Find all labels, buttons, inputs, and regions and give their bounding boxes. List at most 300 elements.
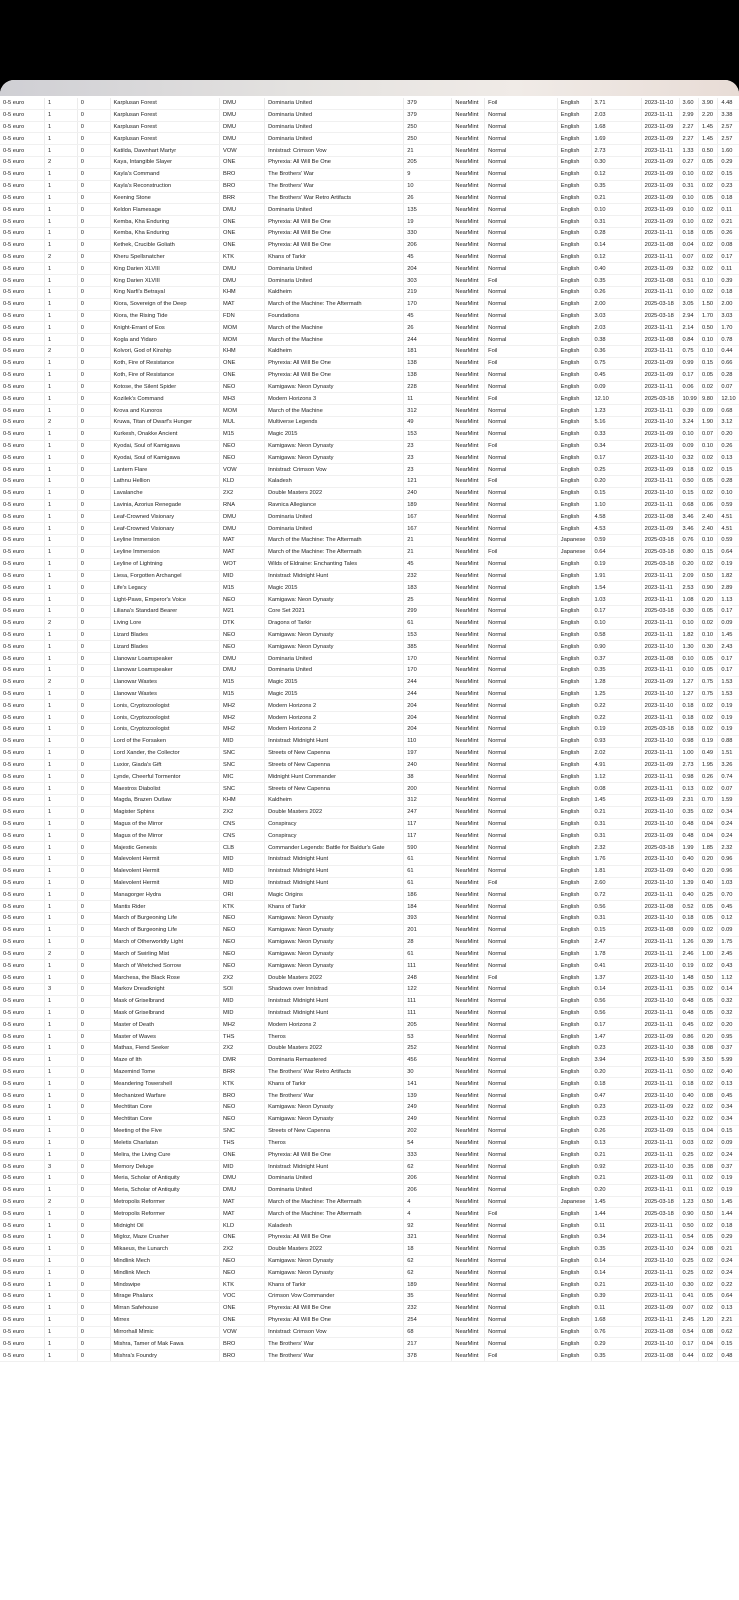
cell-high[interactable]: 0.26 bbox=[718, 440, 739, 452]
cell-low[interactable]: 0.02 bbox=[698, 783, 717, 795]
cell-card-name[interactable]: Liliana's Standard Bearer bbox=[110, 605, 220, 617]
cell-high[interactable]: 0.70 bbox=[718, 889, 739, 901]
cell-price-range[interactable]: 0-5 euro bbox=[0, 1019, 45, 1031]
cell-reserved[interactable]: 0 bbox=[77, 558, 110, 570]
cell-condition[interactable]: NearMint bbox=[452, 570, 485, 582]
cell-price[interactable]: 1.47 bbox=[591, 1031, 641, 1043]
table-row[interactable] bbox=[0, 180, 739, 192]
cell-date[interactable]: 2023-11-10 bbox=[641, 1054, 679, 1066]
cell-set-name[interactable]: Modern Horizons 2 bbox=[265, 700, 404, 712]
cell-card-name[interactable]: Mazemind Tome bbox=[110, 1066, 220, 1078]
table-row[interactable] bbox=[0, 1232, 739, 1244]
cell-low[interactable]: 2.20 bbox=[698, 109, 717, 121]
cell-finish[interactable]: Normal bbox=[485, 499, 558, 511]
cell-finish[interactable]: Normal bbox=[485, 665, 558, 677]
table-row[interactable] bbox=[0, 251, 739, 263]
cell-trend[interactable]: 0.03 bbox=[679, 1137, 698, 1149]
cell-reserved[interactable]: 0 bbox=[77, 121, 110, 133]
cell-language[interactable]: English bbox=[557, 1232, 591, 1244]
cell-price[interactable]: 0.09 bbox=[591, 381, 641, 393]
cell-date[interactable]: 2023-11-10 bbox=[641, 1279, 679, 1291]
cell-language[interactable]: English bbox=[557, 227, 591, 239]
cell-language[interactable]: English bbox=[557, 346, 591, 358]
cell-low[interactable]: 0.05 bbox=[698, 901, 717, 913]
cell-reserved[interactable]: 0 bbox=[77, 913, 110, 925]
cell-price[interactable]: 0.28 bbox=[591, 227, 641, 239]
cell-condition[interactable]: NearMint bbox=[452, 546, 485, 558]
table-row[interactable] bbox=[0, 287, 739, 299]
cell-date[interactable]: 2023-11-11 bbox=[641, 712, 679, 724]
cell-language[interactable]: English bbox=[557, 948, 591, 960]
cell-low[interactable]: 1.90 bbox=[698, 416, 717, 428]
cell-finish[interactable]: Normal bbox=[485, 617, 558, 629]
cell-card-name[interactable]: Lord of the Forsaken bbox=[110, 735, 220, 747]
cell-high[interactable]: 0.32 bbox=[718, 1007, 739, 1019]
cell-reserved[interactable]: 0 bbox=[77, 487, 110, 499]
cell-collector-number[interactable]: 153 bbox=[404, 629, 452, 641]
cell-collector-number[interactable]: 240 bbox=[404, 487, 452, 499]
cell-price[interactable]: 0.23 bbox=[591, 1102, 641, 1114]
table-row[interactable] bbox=[0, 936, 739, 948]
cell-finish[interactable]: Normal bbox=[485, 322, 558, 334]
cell-set-code[interactable]: SNC bbox=[220, 783, 265, 795]
cell-set-code[interactable]: DMU bbox=[220, 275, 265, 287]
cell-card-name[interactable]: Lynde, Cheerful Tormentor bbox=[110, 771, 220, 783]
cell-collector-number[interactable]: 378 bbox=[404, 1350, 452, 1362]
cell-finish[interactable]: Foil bbox=[485, 440, 558, 452]
table-row[interactable] bbox=[0, 759, 739, 771]
cell-price-range[interactable]: 0-5 euro bbox=[0, 1149, 45, 1161]
cell-low[interactable]: 0.02 bbox=[698, 1113, 717, 1125]
cell-finish[interactable]: Normal bbox=[485, 1007, 558, 1019]
cell-price-range[interactable]: 0-5 euro bbox=[0, 724, 45, 736]
cell-price-range[interactable]: 0-5 euro bbox=[0, 629, 45, 641]
cell-reserved[interactable]: 0 bbox=[77, 1031, 110, 1043]
cell-low[interactable]: 0.10 bbox=[698, 346, 717, 358]
cell-card-name[interactable]: Kaya, Intangible Slayer bbox=[110, 157, 220, 169]
cell-price[interactable]: 3.94 bbox=[591, 1054, 641, 1066]
cell-price[interactable]: 0.35 bbox=[591, 275, 641, 287]
cell-quantity[interactable]: 1 bbox=[45, 901, 78, 913]
cell-reserved[interactable]: 0 bbox=[77, 1267, 110, 1279]
cell-card-name[interactable]: Kethek, Crucible Goliath bbox=[110, 239, 220, 251]
cell-card-name[interactable]: Leaf-Crowned Visionary bbox=[110, 511, 220, 523]
cell-low[interactable]: 0.08 bbox=[698, 1243, 717, 1255]
cell-reserved[interactable]: 0 bbox=[77, 842, 110, 854]
cell-card-name[interactable]: King Darien XLVIII bbox=[110, 275, 220, 287]
cell-reserved[interactable]: 0 bbox=[77, 759, 110, 771]
cell-card-name[interactable]: Kayla's Reconstruction bbox=[110, 180, 220, 192]
cell-high[interactable]: 0.12 bbox=[718, 913, 739, 925]
cell-quantity[interactable]: 1 bbox=[45, 1291, 78, 1303]
cell-price-range[interactable]: 0-5 euro bbox=[0, 1043, 45, 1055]
table-row[interactable] bbox=[0, 794, 739, 806]
cell-date[interactable]: 2023-11-10 bbox=[641, 818, 679, 830]
table-row[interactable] bbox=[0, 700, 739, 712]
cell-date[interactable]: 2023-11-11 bbox=[641, 145, 679, 157]
cell-set-code[interactable]: NEO bbox=[220, 913, 265, 925]
cell-low[interactable]: 0.02 bbox=[698, 1149, 717, 1161]
cell-condition[interactable]: NearMint bbox=[452, 936, 485, 948]
cell-card-name[interactable]: Magda, Brazen Outlaw bbox=[110, 794, 220, 806]
cell-reserved[interactable]: 0 bbox=[77, 1149, 110, 1161]
table-row[interactable] bbox=[0, 263, 739, 275]
cell-high[interactable]: 2.45 bbox=[718, 948, 739, 960]
cell-set-code[interactable]: ONE bbox=[220, 227, 265, 239]
cell-finish[interactable]: Normal bbox=[485, 1090, 558, 1102]
cell-date[interactable]: 2023-11-11 bbox=[641, 322, 679, 334]
cell-date[interactable]: 2023-11-09 bbox=[641, 1125, 679, 1137]
cell-set-code[interactable]: KLD bbox=[220, 1220, 265, 1232]
cell-finish[interactable]: Normal bbox=[485, 1243, 558, 1255]
cell-finish[interactable]: Normal bbox=[485, 1291, 558, 1303]
cell-card-name[interactable]: Leyline Immersion bbox=[110, 535, 220, 547]
cell-set-name[interactable]: Dominaria United bbox=[265, 121, 404, 133]
cell-quantity[interactable]: 1 bbox=[45, 629, 78, 641]
cell-card-name[interactable]: Lizard Blades bbox=[110, 641, 220, 653]
cell-finish[interactable]: Normal bbox=[485, 783, 558, 795]
cell-set-name[interactable]: The Brothers' War Retro Artifacts bbox=[265, 1066, 404, 1078]
table-row[interactable] bbox=[0, 724, 739, 736]
cell-trend[interactable]: 0.38 bbox=[679, 1043, 698, 1055]
cell-set-name[interactable]: Innistrad: Midnight Hunt bbox=[265, 995, 404, 1007]
cell-set-name[interactable]: Theros bbox=[265, 1137, 404, 1149]
cell-finish[interactable]: Normal bbox=[485, 157, 558, 169]
cell-low[interactable]: 0.04 bbox=[698, 818, 717, 830]
cell-set-code[interactable]: CNS bbox=[220, 830, 265, 842]
cell-card-name[interactable]: Lonis, Cryptozoologist bbox=[110, 724, 220, 736]
cell-date[interactable]: 2023-11-08 bbox=[641, 239, 679, 251]
cell-condition[interactable]: NearMint bbox=[452, 287, 485, 299]
cell-set-code[interactable]: NEO bbox=[220, 1113, 265, 1125]
cell-trend[interactable]: 0.19 bbox=[679, 960, 698, 972]
cell-date[interactable]: 2023-11-11 bbox=[641, 936, 679, 948]
cell-trend[interactable]: 0.10 bbox=[679, 204, 698, 216]
cell-card-name[interactable]: Kotose, the Silent Spider bbox=[110, 381, 220, 393]
cell-high[interactable]: 4.48 bbox=[718, 98, 739, 109]
table-row[interactable] bbox=[0, 1326, 739, 1338]
cell-low[interactable]: 0.50 bbox=[698, 322, 717, 334]
cell-quantity[interactable]: 1 bbox=[45, 877, 78, 889]
cell-card-name[interactable]: Kemba, Kha Enduring bbox=[110, 216, 220, 228]
cell-quantity[interactable]: 1 bbox=[45, 1279, 78, 1291]
cell-collector-number[interactable]: 11 bbox=[404, 393, 452, 405]
cell-high[interactable]: 0.37 bbox=[718, 1043, 739, 1055]
cell-condition[interactable]: NearMint bbox=[452, 1007, 485, 1019]
table-row[interactable] bbox=[0, 239, 739, 251]
cell-quantity[interactable]: 1 bbox=[45, 700, 78, 712]
cell-condition[interactable]: NearMint bbox=[452, 133, 485, 145]
cell-collector-number[interactable]: 181 bbox=[404, 346, 452, 358]
cell-price-range[interactable]: 0-5 euro bbox=[0, 676, 45, 688]
cell-condition[interactable]: NearMint bbox=[452, 499, 485, 511]
cell-set-code[interactable]: 2X2 bbox=[220, 487, 265, 499]
cell-finish[interactable]: Normal bbox=[485, 901, 558, 913]
cell-reserved[interactable]: 0 bbox=[77, 145, 110, 157]
cell-language[interactable]: English bbox=[557, 499, 591, 511]
cell-card-name[interactable]: Melira, the Living Cure bbox=[110, 1149, 220, 1161]
cell-quantity[interactable]: 1 bbox=[45, 1350, 78, 1362]
cell-language[interactable]: English bbox=[557, 1031, 591, 1043]
cell-collector-number[interactable]: 379 bbox=[404, 98, 452, 109]
cell-card-name[interactable]: Metropolis Reformer bbox=[110, 1208, 220, 1220]
cell-date[interactable]: 2023-11-11 bbox=[641, 1314, 679, 1326]
cell-high[interactable]: 0.24 bbox=[718, 830, 739, 842]
cell-set-name[interactable]: Dominaria United bbox=[265, 511, 404, 523]
cell-language[interactable]: English bbox=[557, 1172, 591, 1184]
cell-price-range[interactable]: 0-5 euro bbox=[0, 287, 45, 299]
cell-high[interactable]: 0.96 bbox=[718, 854, 739, 866]
cell-price-range[interactable]: 0-5 euro bbox=[0, 1338, 45, 1350]
cell-collector-number[interactable]: 312 bbox=[404, 794, 452, 806]
cell-card-name[interactable]: Malevolent Hermit bbox=[110, 854, 220, 866]
cell-price[interactable]: 0.14 bbox=[591, 239, 641, 251]
cell-language[interactable]: English bbox=[557, 192, 591, 204]
cell-quantity[interactable]: 1 bbox=[45, 1302, 78, 1314]
cell-price-range[interactable]: 0-5 euro bbox=[0, 665, 45, 677]
cell-price-range[interactable]: 0-5 euro bbox=[0, 109, 45, 121]
cell-high[interactable]: 0.09 bbox=[718, 1137, 739, 1149]
cell-card-name[interactable]: Keldon Flamesage bbox=[110, 204, 220, 216]
cell-low[interactable]: 0.05 bbox=[698, 227, 717, 239]
cell-collector-number[interactable]: 122 bbox=[404, 983, 452, 995]
cell-date[interactable]: 2023-11-10 bbox=[641, 1161, 679, 1173]
cell-high[interactable]: 1.44 bbox=[718, 1208, 739, 1220]
cell-set-name[interactable]: Innistrad: Crimson Vow bbox=[265, 145, 404, 157]
cell-high[interactable]: 2.43 bbox=[718, 641, 739, 653]
cell-date[interactable]: 2023-11-09 bbox=[641, 676, 679, 688]
cell-collector-number[interactable]: 217 bbox=[404, 1338, 452, 1350]
cell-reserved[interactable]: 0 bbox=[77, 1243, 110, 1255]
cell-set-code[interactable]: VOW bbox=[220, 464, 265, 476]
cell-finish[interactable]: Foil bbox=[485, 346, 558, 358]
table-row[interactable] bbox=[0, 570, 739, 582]
cell-high[interactable]: 0.34 bbox=[718, 1113, 739, 1125]
cell-card-name[interactable]: Kheru Spellsnatcher bbox=[110, 251, 220, 263]
cell-finish[interactable]: Normal bbox=[485, 818, 558, 830]
cell-price[interactable]: 0.20 bbox=[591, 476, 641, 488]
cell-language[interactable]: English bbox=[557, 310, 591, 322]
cell-reserved[interactable]: 0 bbox=[77, 227, 110, 239]
cell-finish[interactable]: Normal bbox=[485, 1302, 558, 1314]
cell-set-code[interactable]: BRO bbox=[220, 1090, 265, 1102]
cell-high[interactable]: 1.59 bbox=[718, 794, 739, 806]
cell-date[interactable]: 2023-11-10 bbox=[641, 960, 679, 972]
cell-quantity[interactable]: 1 bbox=[45, 487, 78, 499]
cell-reserved[interactable]: 0 bbox=[77, 416, 110, 428]
cell-condition[interactable]: NearMint bbox=[452, 157, 485, 169]
cell-set-code[interactable]: DMU bbox=[220, 653, 265, 665]
cell-condition[interactable]: NearMint bbox=[452, 901, 485, 913]
cell-reserved[interactable]: 0 bbox=[77, 806, 110, 818]
cell-price-range[interactable]: 0-5 euro bbox=[0, 747, 45, 759]
table-row[interactable] bbox=[0, 1031, 739, 1043]
cell-card-name[interactable]: Metropolis Reformer bbox=[110, 1196, 220, 1208]
cell-quantity[interactable]: 1 bbox=[45, 452, 78, 464]
cell-set-name[interactable]: Innistrad: Crimson Vow bbox=[265, 1326, 404, 1338]
cell-low[interactable]: 0.15 bbox=[698, 546, 717, 558]
cell-price-range[interactable]: 0-5 euro bbox=[0, 794, 45, 806]
table-row[interactable] bbox=[0, 428, 739, 440]
cell-language[interactable]: English bbox=[557, 700, 591, 712]
cell-set-name[interactable]: Kamigawa: Neon Dynasty bbox=[265, 1102, 404, 1114]
cell-low[interactable]: 0.10 bbox=[698, 535, 717, 547]
cell-low[interactable]: 0.04 bbox=[698, 1125, 717, 1137]
cell-condition[interactable]: NearMint bbox=[452, 334, 485, 346]
cell-set-name[interactable]: Phyrexia: All Will Be One bbox=[265, 1232, 404, 1244]
cell-set-name[interactable]: Dragons of Tarkir bbox=[265, 617, 404, 629]
cell-date[interactable]: 2023-11-11 bbox=[641, 582, 679, 594]
cell-set-name[interactable]: The Brothers' War bbox=[265, 168, 404, 180]
cell-price[interactable]: 1.45 bbox=[591, 1196, 641, 1208]
cell-date[interactable]: 2023-11-08 bbox=[641, 924, 679, 936]
cell-quantity[interactable]: 1 bbox=[45, 109, 78, 121]
cell-reserved[interactable]: 0 bbox=[77, 133, 110, 145]
cell-low[interactable]: 0.02 bbox=[698, 1184, 717, 1196]
cell-quantity[interactable]: 1 bbox=[45, 298, 78, 310]
cell-date[interactable]: 2023-11-10 bbox=[641, 1243, 679, 1255]
cell-trend[interactable]: 0.40 bbox=[679, 854, 698, 866]
cell-set-name[interactable]: Kamigawa: Neon Dynasty bbox=[265, 960, 404, 972]
cell-set-name[interactable]: Foundations bbox=[265, 310, 404, 322]
cell-card-name[interactable]: Lizard Blades bbox=[110, 629, 220, 641]
cell-low[interactable]: 0.05 bbox=[698, 653, 717, 665]
cell-card-name[interactable]: Lavalanche bbox=[110, 487, 220, 499]
cell-price-range[interactable]: 0-5 euro bbox=[0, 818, 45, 830]
cell-language[interactable]: English bbox=[557, 889, 591, 901]
cell-condition[interactable]: NearMint bbox=[452, 109, 485, 121]
cell-collector-number[interactable]: 170 bbox=[404, 298, 452, 310]
cell-high[interactable]: 1.82 bbox=[718, 570, 739, 582]
cell-high[interactable]: 1.75 bbox=[718, 936, 739, 948]
cell-low[interactable]: 0.10 bbox=[698, 629, 717, 641]
cell-low[interactable]: 0.02 bbox=[698, 924, 717, 936]
cell-set-name[interactable]: Kamigawa: Neon Dynasty bbox=[265, 936, 404, 948]
cell-language[interactable]: English bbox=[557, 1279, 591, 1291]
cell-finish[interactable]: Foil bbox=[485, 476, 558, 488]
cell-language[interactable]: English bbox=[557, 818, 591, 830]
cell-condition[interactable]: NearMint bbox=[452, 511, 485, 523]
cell-collector-number[interactable]: 68 bbox=[404, 1326, 452, 1338]
cell-finish[interactable]: Normal bbox=[485, 452, 558, 464]
cell-high[interactable]: 0.24 bbox=[718, 1267, 739, 1279]
cell-condition[interactable]: NearMint bbox=[452, 688, 485, 700]
cell-finish[interactable]: Normal bbox=[485, 582, 558, 594]
cell-card-name[interactable]: Malevolent Hermit bbox=[110, 865, 220, 877]
cell-language[interactable]: English bbox=[557, 1338, 591, 1350]
cell-card-name[interactable]: Magus of the Mirror bbox=[110, 818, 220, 830]
cell-language[interactable]: English bbox=[557, 145, 591, 157]
cell-collector-number[interactable]: 201 bbox=[404, 924, 452, 936]
cell-condition[interactable]: NearMint bbox=[452, 251, 485, 263]
cell-collector-number[interactable]: 254 bbox=[404, 1314, 452, 1326]
table-row[interactable] bbox=[0, 830, 739, 842]
cell-set-name[interactable]: Kamigawa: Neon Dynasty bbox=[265, 629, 404, 641]
cell-price-range[interactable]: 0-5 euro bbox=[0, 476, 45, 488]
table-row[interactable] bbox=[0, 712, 739, 724]
table-row[interactable] bbox=[0, 783, 739, 795]
cell-low[interactable]: 0.05 bbox=[698, 369, 717, 381]
cell-card-name[interactable]: Master of Death bbox=[110, 1019, 220, 1031]
cell-trend[interactable]: 0.27 bbox=[679, 157, 698, 169]
cell-card-name[interactable]: King Narfi's Betrayal bbox=[110, 287, 220, 299]
cell-reserved[interactable]: 0 bbox=[77, 476, 110, 488]
cell-date[interactable]: 2023-11-09 bbox=[641, 523, 679, 535]
cell-high[interactable]: 0.37 bbox=[718, 1161, 739, 1173]
cell-price-range[interactable]: 0-5 euro bbox=[0, 204, 45, 216]
cell-set-code[interactable]: MID bbox=[220, 854, 265, 866]
cell-low[interactable]: 1.85 bbox=[698, 842, 717, 854]
cell-high[interactable]: 0.24 bbox=[718, 1255, 739, 1267]
cell-trend[interactable]: 3.05 bbox=[679, 298, 698, 310]
cell-quantity[interactable]: 1 bbox=[45, 1243, 78, 1255]
cell-date[interactable]: 2023-11-10 bbox=[641, 688, 679, 700]
cell-language[interactable]: English bbox=[557, 287, 591, 299]
cell-language[interactable]: English bbox=[557, 357, 591, 369]
cell-set-code[interactable]: ONE bbox=[220, 1232, 265, 1244]
table-row[interactable] bbox=[0, 369, 739, 381]
cell-low[interactable]: 9.80 bbox=[698, 393, 717, 405]
cell-high[interactable]: 0.39 bbox=[718, 275, 739, 287]
cell-collector-number[interactable]: 111 bbox=[404, 995, 452, 1007]
cell-price[interactable]: 0.34 bbox=[591, 440, 641, 452]
cell-card-name[interactable]: Mindlink Mech bbox=[110, 1267, 220, 1279]
cell-set-code[interactable]: BRO bbox=[220, 168, 265, 180]
cell-quantity[interactable]: 1 bbox=[45, 1220, 78, 1232]
cell-condition[interactable]: NearMint bbox=[452, 216, 485, 228]
cell-date[interactable]: 2023-11-09 bbox=[641, 204, 679, 216]
cell-finish[interactable]: Normal bbox=[485, 1102, 558, 1114]
cell-date[interactable]: 2023-11-10 bbox=[641, 452, 679, 464]
cell-collector-number[interactable]: 249 bbox=[404, 1102, 452, 1114]
cell-price[interactable]: 0.17 bbox=[591, 452, 641, 464]
cell-trend[interactable]: 1.00 bbox=[679, 747, 698, 759]
cell-price-range[interactable]: 0-5 euro bbox=[0, 535, 45, 547]
cell-trend[interactable]: 0.32 bbox=[679, 263, 698, 275]
cell-condition[interactable]: NearMint bbox=[452, 865, 485, 877]
cell-trend[interactable]: 0.84 bbox=[679, 334, 698, 346]
cell-set-code[interactable]: ONE bbox=[220, 1314, 265, 1326]
cell-language[interactable]: English bbox=[557, 842, 591, 854]
table-row[interactable] bbox=[0, 334, 739, 346]
cell-high[interactable]: 0.22 bbox=[718, 1279, 739, 1291]
cell-card-name[interactable]: Mechanized Warfare bbox=[110, 1090, 220, 1102]
cell-quantity[interactable]: 1 bbox=[45, 216, 78, 228]
cell-quantity[interactable]: 1 bbox=[45, 818, 78, 830]
cell-reserved[interactable]: 0 bbox=[77, 1102, 110, 1114]
cell-high[interactable]: 0.21 bbox=[718, 216, 739, 228]
cell-set-name[interactable]: Khans of Tarkir bbox=[265, 901, 404, 913]
cell-high[interactable]: 0.15 bbox=[718, 1338, 739, 1350]
cell-set-code[interactable]: NEO bbox=[220, 381, 265, 393]
cell-set-name[interactable]: Conspiracy bbox=[265, 818, 404, 830]
cell-trend[interactable]: 2.27 bbox=[679, 121, 698, 133]
cell-reserved[interactable]: 0 bbox=[77, 901, 110, 913]
cell-trend[interactable]: 0.35 bbox=[679, 1161, 698, 1173]
cell-set-code[interactable]: BRO bbox=[220, 1338, 265, 1350]
cell-price-range[interactable]: 0-5 euro bbox=[0, 487, 45, 499]
cell-high[interactable]: 1.03 bbox=[718, 877, 739, 889]
cell-price[interactable]: 0.14 bbox=[591, 1267, 641, 1279]
cell-date[interactable]: 2023-11-11 bbox=[641, 109, 679, 121]
cell-set-code[interactable]: M15 bbox=[220, 428, 265, 440]
cell-trend[interactable]: 0.90 bbox=[679, 1208, 698, 1220]
cell-set-code[interactable]: KHM bbox=[220, 346, 265, 358]
cell-date[interactable]: 2023-11-08 bbox=[641, 511, 679, 523]
cell-price[interactable]: 0.31 bbox=[591, 818, 641, 830]
table-row[interactable] bbox=[0, 1338, 739, 1350]
cell-trend[interactable]: 0.35 bbox=[679, 983, 698, 995]
